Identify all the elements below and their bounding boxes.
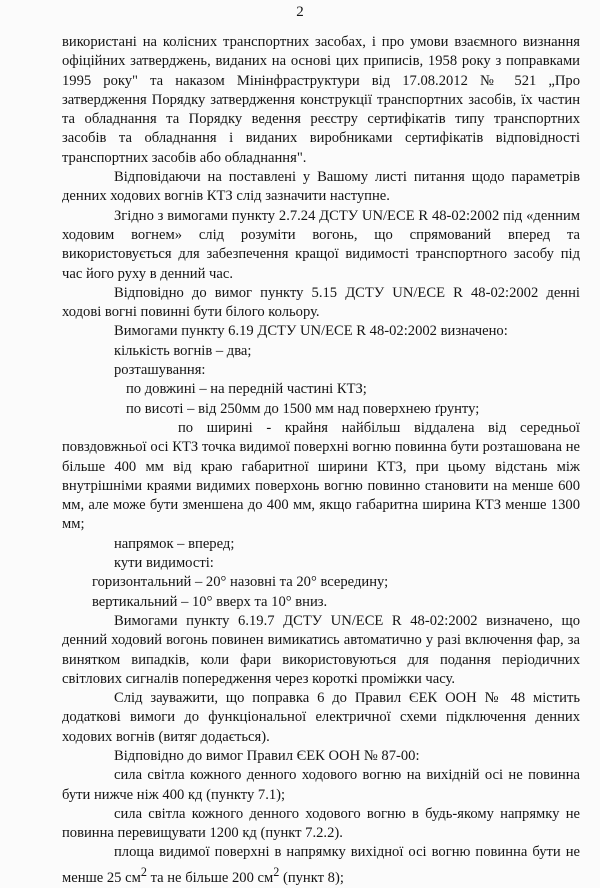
list-item-intensity-axis: сила світла кожного денного ходового вогню на вихідній осі не повинна бути нижче ніж 400 кд (пункту 7.1); [62,767,580,803]
list-item-width: по ширині - крайня найбільш віддалена від середньої повздовжньої осі КТЗ точка видимої поверхні вогню повинна бути розташована не більше 400 мм від краю габаритної ширини КТЗ, при цьому відстань між внутрішніми краями видимих поверхонь вогню повинно становити на менше 600 мм, але може бути зменшена до 400 мм, якщо габаритна ширина КТЗ менше 1300 мм; [62,419,580,533]
list-item-direction: напрямок – вперед; [114,535,235,552]
list-item-intensity-max: сила світла кожного денного ходового вогню в будь-якому напрямку не повинна перевищувати 1200 кд (пункт 7.2.2). [62,805,580,842]
paragraph-amendment-6: Слід зауважити, що поправка 6 до Правил ЄЕК ООН № 48 містить додаткові вимоги до функціональної електричної схеми підключення денних ходових вогнів (витяг додається). [62,690,580,745]
paragraph-definition: Згідно з вимогами пункту 2.7.24 ДСТУ UN/ECE R 48-02:2002 під «денним ходовим вогнем» слід розуміти вогонь, що спрямований вперед та використовується для забезпечення кращої видимості транспортного засобу під час його руху в денний час. [62,207,580,282]
list-item-placement: розташування: [114,362,206,379]
surface-area-text-3: (пункт 8); [279,869,344,886]
paragraph-reply-intro: Відповідаючи на поставлені у Вашому листі питання щодо параметрів денних ходових вогнів КТЗ слід зазначити наступне. [62,169,580,205]
list-item-horizontal: горизонтальний – 20° назовні та 20° всередину; [92,574,389,591]
paragraph-auto-switch: Вимогами пункту 6.19.7 ДСТУ UN/ECE R 48-02:2002 визначено, що денний ходовий вогонь повинен вимикатись автоматично у разі включення фар, за винятком випадків, коли фари використовуються для подання періодичних світлових сигналів попередження через короткі проміжки часу. [62,612,580,687]
list-item-angles: кути видимості: [114,555,214,572]
superscript-2: 2 [140,864,147,879]
list-item-count: кількість вогнів – два; [114,342,252,359]
document-body [62,33,580,888]
paragraph-rules-87: Відповідно до вимог Правил ЄЕК ООН № 87-00: [114,747,420,764]
page-number: 2 [296,4,304,20]
paragraph-colour: Відповідно до вимог пункту 5.15 ДСТУ UN/ECE R 48-02:2002 денні ходові вогні повинні бути білого кольору. [62,284,580,321]
paragraph-requirements-6-19: Вимогами пункту 6.19 ДСТУ UN/ECE R 48-02:2002 визначено: [114,323,508,340]
paragraph-intro-continuation: використані на колісних транспортних засобах, і про умови взаємного визнання офіційних затверджень, виданих на основі цих приписів, 1958 року з поправками 1995 року" та наказом Мінінфраструктури від 17.08.2012 № 521 „Про затвердження Порядку затвердження конструкції транспортних засобів, їх частин та обладнання та Порядку ведення реєстру сертифікатів типу транспортних засобів та обладнання і виданих виробниками сертифікатів відповідності транспортних засобів або обладнання". [62,34,580,166]
surface-area-text-2: та не більше 200 см [146,869,274,886]
superscript-2b: 2 [273,864,280,879]
surface-area-text-1: площа видимої поверхні в напрямку вихідної осі вогню повинна бути не менше 25 см [62,844,580,886]
list-item-vertical: вертикальний – 10° вверх та 10° вниз. [92,593,328,610]
list-item-height: по висоті – від 250мм до 1500 мм над поверхнею ґрунту; [126,400,480,417]
list-item-length: по довжині – на передній частині КТЗ; [126,381,367,398]
list-item-surface-area [62,843,580,887]
